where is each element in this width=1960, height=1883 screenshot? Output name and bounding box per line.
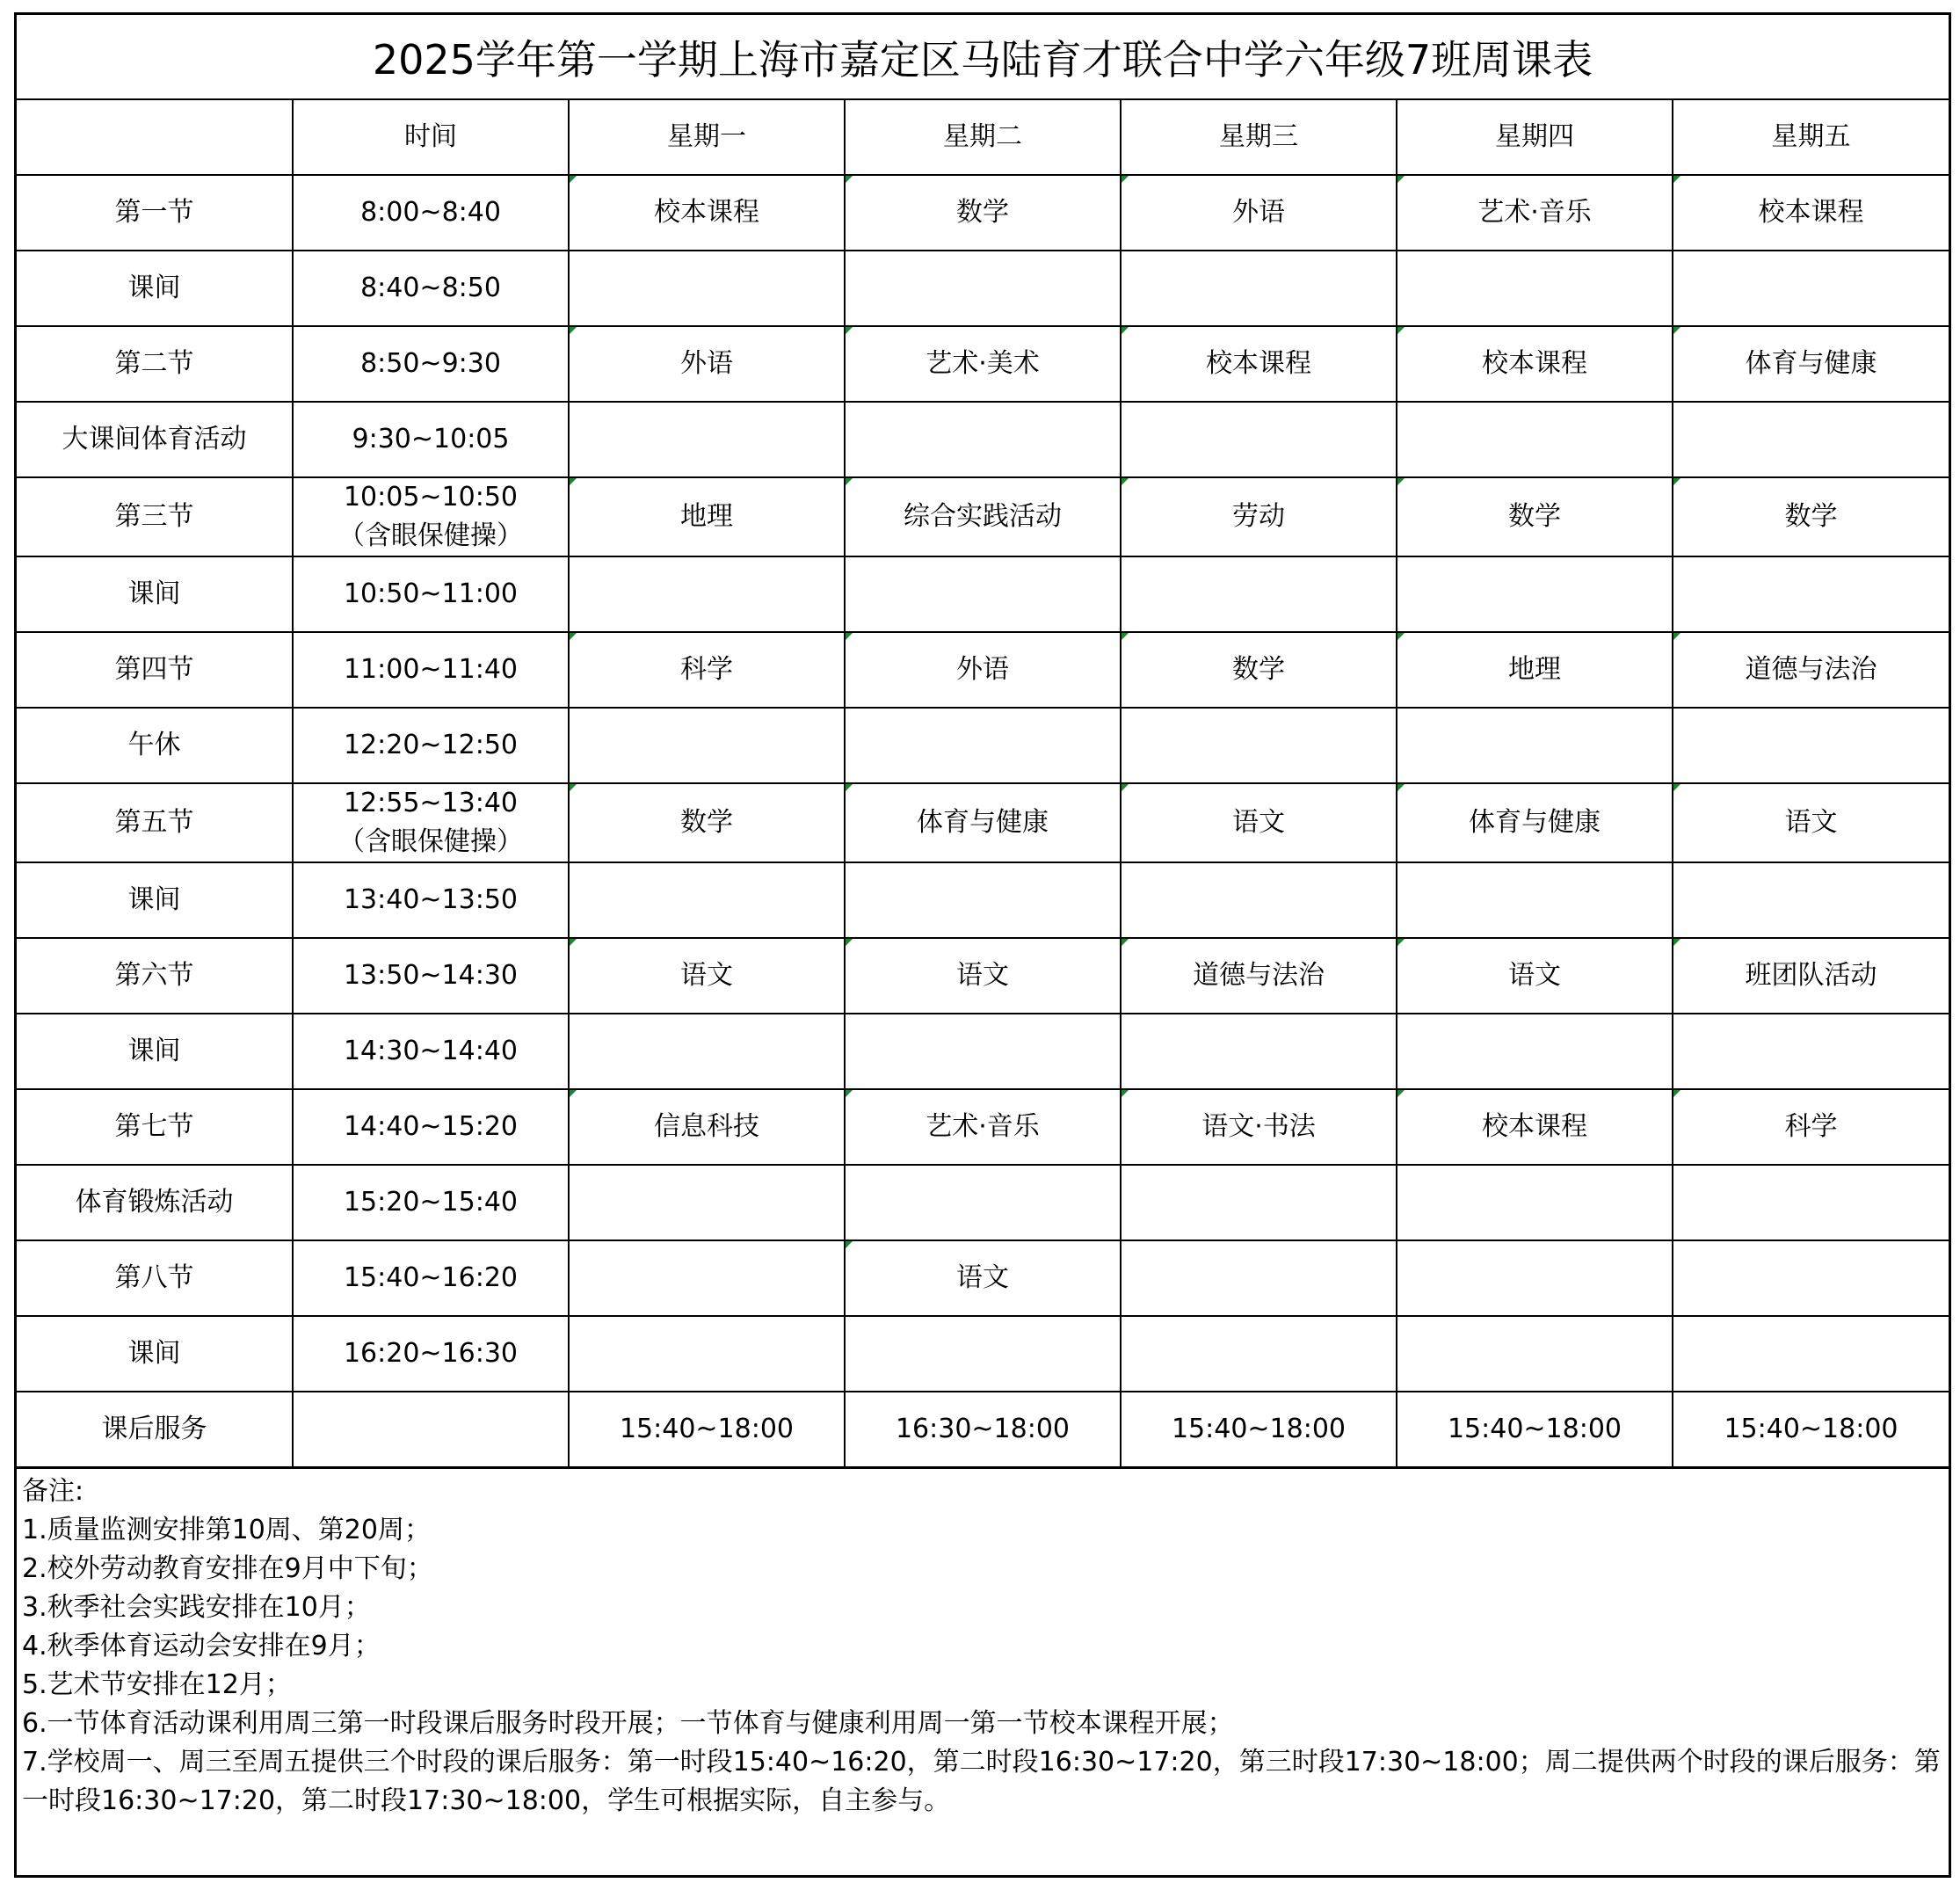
table-row (17, 175, 1949, 251)
period-label: 大课间体育活动 (17, 402, 293, 477)
note-item: 4.秋季体育运动会安排在9月； (22, 1631, 381, 1661)
time-note: （含眼保健操） (338, 826, 523, 857)
period-time (293, 632, 569, 708)
schedule-cell (569, 251, 845, 326)
schedule-cell: 艺术·音乐 (845, 1089, 1121, 1165)
time-note: （含眼保健操） (338, 520, 523, 551)
schedule-cell (1397, 862, 1673, 938)
schedule-cell: 数学 (845, 175, 1121, 251)
schedule-cell (845, 556, 1121, 632)
schedule-cell (1673, 251, 1949, 326)
schedule-cell: 15:40~18:00 (1397, 1392, 1673, 1468)
table-row (17, 326, 1949, 402)
schedule-cell (1121, 862, 1397, 938)
column-header: 时间 (293, 100, 569, 175)
schedule-cell (1673, 402, 1949, 477)
page-title: 2025学年第一学期上海市嘉定区马陆育才联合中学六年级7班周课表 (17, 15, 1949, 100)
table-row (17, 477, 1949, 556)
period-time (293, 326, 569, 402)
table-row (17, 938, 1949, 1014)
schedule-cell: 校本课程 (1673, 175, 1949, 251)
note-item: 2.校外劳动教育安排在9月中下旬； (22, 1553, 433, 1584)
timetable-sheet (14, 12, 1951, 1878)
period-time (293, 708, 569, 783)
time-range: 10:50~11:00 (343, 578, 519, 609)
time-range: 8:40~8:50 (360, 273, 501, 303)
time-range: 12:20~12:50 (343, 730, 519, 760)
schedule-cell (1121, 708, 1397, 783)
schedule-cell (1397, 1316, 1673, 1392)
schedule-cell (1673, 1165, 1949, 1240)
time-range: 13:50~14:30 (343, 960, 519, 991)
time-range: 9:30~10:05 (352, 424, 510, 454)
period-label: 课间 (17, 251, 293, 326)
schedule-cell: 班团队活动 (1673, 938, 1949, 1014)
schedule-cell: 外语 (845, 632, 1121, 708)
period-label: 第六节 (17, 938, 293, 1014)
table-row (17, 1014, 1949, 1089)
schedule-cell (1397, 556, 1673, 632)
schedule-cell: 15:40~18:00 (1121, 1392, 1397, 1468)
schedule-cell: 15:40~18:00 (569, 1392, 845, 1468)
schedule-cell (1397, 708, 1673, 783)
table-row (17, 783, 1949, 862)
period-label: 第三节 (17, 477, 293, 556)
schedule-cell (1121, 1165, 1397, 1240)
period-label: 第二节 (17, 326, 293, 402)
period-time (293, 556, 569, 632)
schedule-cell (569, 402, 845, 477)
period-time (293, 1165, 569, 1240)
timetable-body (17, 100, 1949, 1468)
schedule-cell (1121, 1014, 1397, 1089)
schedule-cell: 地理 (569, 477, 845, 556)
schedule-cell: 道德与法治 (1673, 632, 1949, 708)
schedule-cell: 语文 (1397, 938, 1673, 1014)
schedule-cell: 劳动 (1121, 477, 1397, 556)
schedule-cell: 语文 (1673, 783, 1949, 862)
schedule-cell: 语文 (569, 938, 845, 1014)
table-row (17, 1165, 1949, 1240)
schedule-cell: 地理 (1397, 632, 1673, 708)
schedule-cell (1397, 1240, 1673, 1316)
period-time (293, 175, 569, 251)
schedule-cell (1673, 556, 1949, 632)
schedule-cell: 数学 (1673, 477, 1949, 556)
period-time (293, 862, 569, 938)
schedule-cell (1121, 402, 1397, 477)
schedule-cell (1673, 708, 1949, 783)
time-range: 8:50~9:30 (360, 348, 501, 379)
schedule-cell: 数学 (569, 783, 845, 862)
time-range: 13:40~13:50 (343, 884, 519, 915)
time-range: 14:40~15:20 (343, 1111, 519, 1142)
schedule-cell: 艺术·美术 (845, 326, 1121, 402)
period-label: 体育锻炼活动 (17, 1165, 293, 1240)
schedule-cell: 外语 (569, 326, 845, 402)
schedule-cell (1673, 862, 1949, 938)
period-time (293, 402, 569, 477)
schedule-cell: 综合实践活动 (845, 477, 1121, 556)
time-range: 15:20~15:40 (343, 1187, 519, 1218)
table-row (17, 402, 1949, 477)
period-label: 第八节 (17, 1240, 293, 1316)
schedule-cell (569, 862, 845, 938)
period-time (293, 1089, 569, 1165)
period-label: 第七节 (17, 1089, 293, 1165)
schedule-cell (1397, 1165, 1673, 1240)
schedule-cell (1121, 556, 1397, 632)
time-range: 14:30~14:40 (343, 1036, 519, 1066)
period-time (293, 1316, 569, 1392)
column-header: 星期四 (1397, 100, 1673, 175)
notes-section (17, 1469, 1949, 1821)
schedule-cell (569, 1316, 845, 1392)
time-range: 15:40~16:20 (343, 1262, 519, 1293)
schedule-cell (845, 708, 1121, 783)
time-range: 12:55~13:40 (343, 788, 519, 818)
table-row (17, 1392, 1949, 1468)
schedule-cell: 体育与健康 (1673, 326, 1949, 402)
period-label: 第四节 (17, 632, 293, 708)
period-label: 课间 (17, 1014, 293, 1089)
schedule-cell (1121, 251, 1397, 326)
schedule-cell (569, 1014, 845, 1089)
period-label: 课间 (17, 862, 293, 938)
schedule-cell: 语文 (1121, 783, 1397, 862)
header-row (17, 100, 1949, 175)
schedule-cell: 艺术·音乐 (1397, 175, 1673, 251)
time-range: 10:05~10:50 (343, 482, 519, 513)
schedule-cell: 数学 (1121, 632, 1397, 708)
schedule-cell: 语文 (845, 1240, 1121, 1316)
schedule-cell: 校本课程 (1121, 326, 1397, 402)
schedule-cell (845, 1014, 1121, 1089)
schedule-cell (845, 251, 1121, 326)
schedule-cell (569, 556, 845, 632)
schedule-cell: 语文 (845, 938, 1121, 1014)
period-label: 午休 (17, 708, 293, 783)
table-row (17, 708, 1949, 783)
time-range: 11:00~11:40 (343, 654, 519, 685)
table-row (17, 1316, 1949, 1392)
schedule-cell (1397, 402, 1673, 477)
schedule-cell (1121, 1316, 1397, 1392)
schedule-cell (845, 862, 1121, 938)
period-label: 第一节 (17, 175, 293, 251)
column-header: 星期一 (569, 100, 845, 175)
table-row (17, 862, 1949, 938)
time-range: 16:20~16:30 (343, 1338, 519, 1369)
period-label: 课间 (17, 556, 293, 632)
schedule-cell (569, 1165, 845, 1240)
schedule-cell: 体育与健康 (845, 783, 1121, 862)
column-header (17, 100, 293, 175)
column-header: 星期三 (1121, 100, 1397, 175)
schedule-cell: 15:40~18:00 (1673, 1392, 1949, 1468)
column-header: 星期五 (1673, 100, 1949, 175)
schedule-cell (1397, 251, 1673, 326)
period-time (293, 477, 569, 556)
period-label: 课间 (17, 1316, 293, 1392)
note-item: 6.一节体育活动课利用周三第一时段课后服务时段开展；一节体育与健康利用周一第一节校本课程开展； (22, 1708, 1234, 1739)
schedule-cell: 语文·书法 (1121, 1089, 1397, 1165)
schedule-cell: 信息科技 (569, 1089, 845, 1165)
table-row (17, 556, 1949, 632)
schedule-cell: 科学 (1673, 1089, 1949, 1165)
schedule-cell (1121, 1240, 1397, 1316)
schedule-cell (1397, 1014, 1673, 1089)
period-time (293, 783, 569, 862)
schedule-cell: 校本课程 (569, 175, 845, 251)
schedule-cell: 校本课程 (1397, 326, 1673, 402)
period-label: 课后服务 (17, 1392, 293, 1468)
period-time (293, 1392, 569, 1468)
period-time (293, 1240, 569, 1316)
period-time (293, 251, 569, 326)
schedule-cell (845, 1165, 1121, 1240)
schedule-cell: 16:30~18:00 (845, 1392, 1121, 1468)
period-time (293, 1014, 569, 1089)
table-row (17, 251, 1949, 326)
period-time (293, 938, 569, 1014)
note-item: 3.秋季社会实践安排在10月； (22, 1592, 371, 1623)
schedule-cell: 科学 (569, 632, 845, 708)
schedule-cell (569, 708, 845, 783)
schedule-cell (1673, 1014, 1949, 1089)
schedule-cell: 数学 (1397, 477, 1673, 556)
schedule-cell (569, 1240, 845, 1316)
schedule-cell (845, 402, 1121, 477)
table-row (17, 632, 1949, 708)
schedule-cell (1673, 1316, 1949, 1392)
time-range: 8:00~8:40 (360, 197, 501, 228)
note-item: 7.学校周一、周三至周五提供三个时段的课后服务：第一时段15:40~16:20，第二时段16:30~17:20，第三时段17:30~18:00；周二提供两个时段的课后服务：第一时段16:30~17:20，第二时段17:30~18:00，学生可根据实际，自主参与。 (22, 1747, 1941, 1816)
schedule-cell: 外语 (1121, 175, 1397, 251)
note-item: 1.质量监测安排第10周、第20周； (22, 1515, 431, 1545)
table-row (17, 1240, 1949, 1316)
note-item: 5.艺术节安排在12月； (22, 1669, 292, 1700)
column-header: 星期二 (845, 100, 1121, 175)
schedule-cell: 体育与健康 (1397, 783, 1673, 862)
timetable (17, 100, 1949, 1469)
schedule-cell: 道德与法治 (1121, 938, 1397, 1014)
period-label: 第五节 (17, 783, 293, 862)
table-row (17, 1089, 1949, 1165)
schedule-cell (1673, 1240, 1949, 1316)
schedule-cell: 校本课程 (1397, 1089, 1673, 1165)
schedule-cell (845, 1316, 1121, 1392)
notes-heading: 备注: (22, 1476, 84, 1507)
